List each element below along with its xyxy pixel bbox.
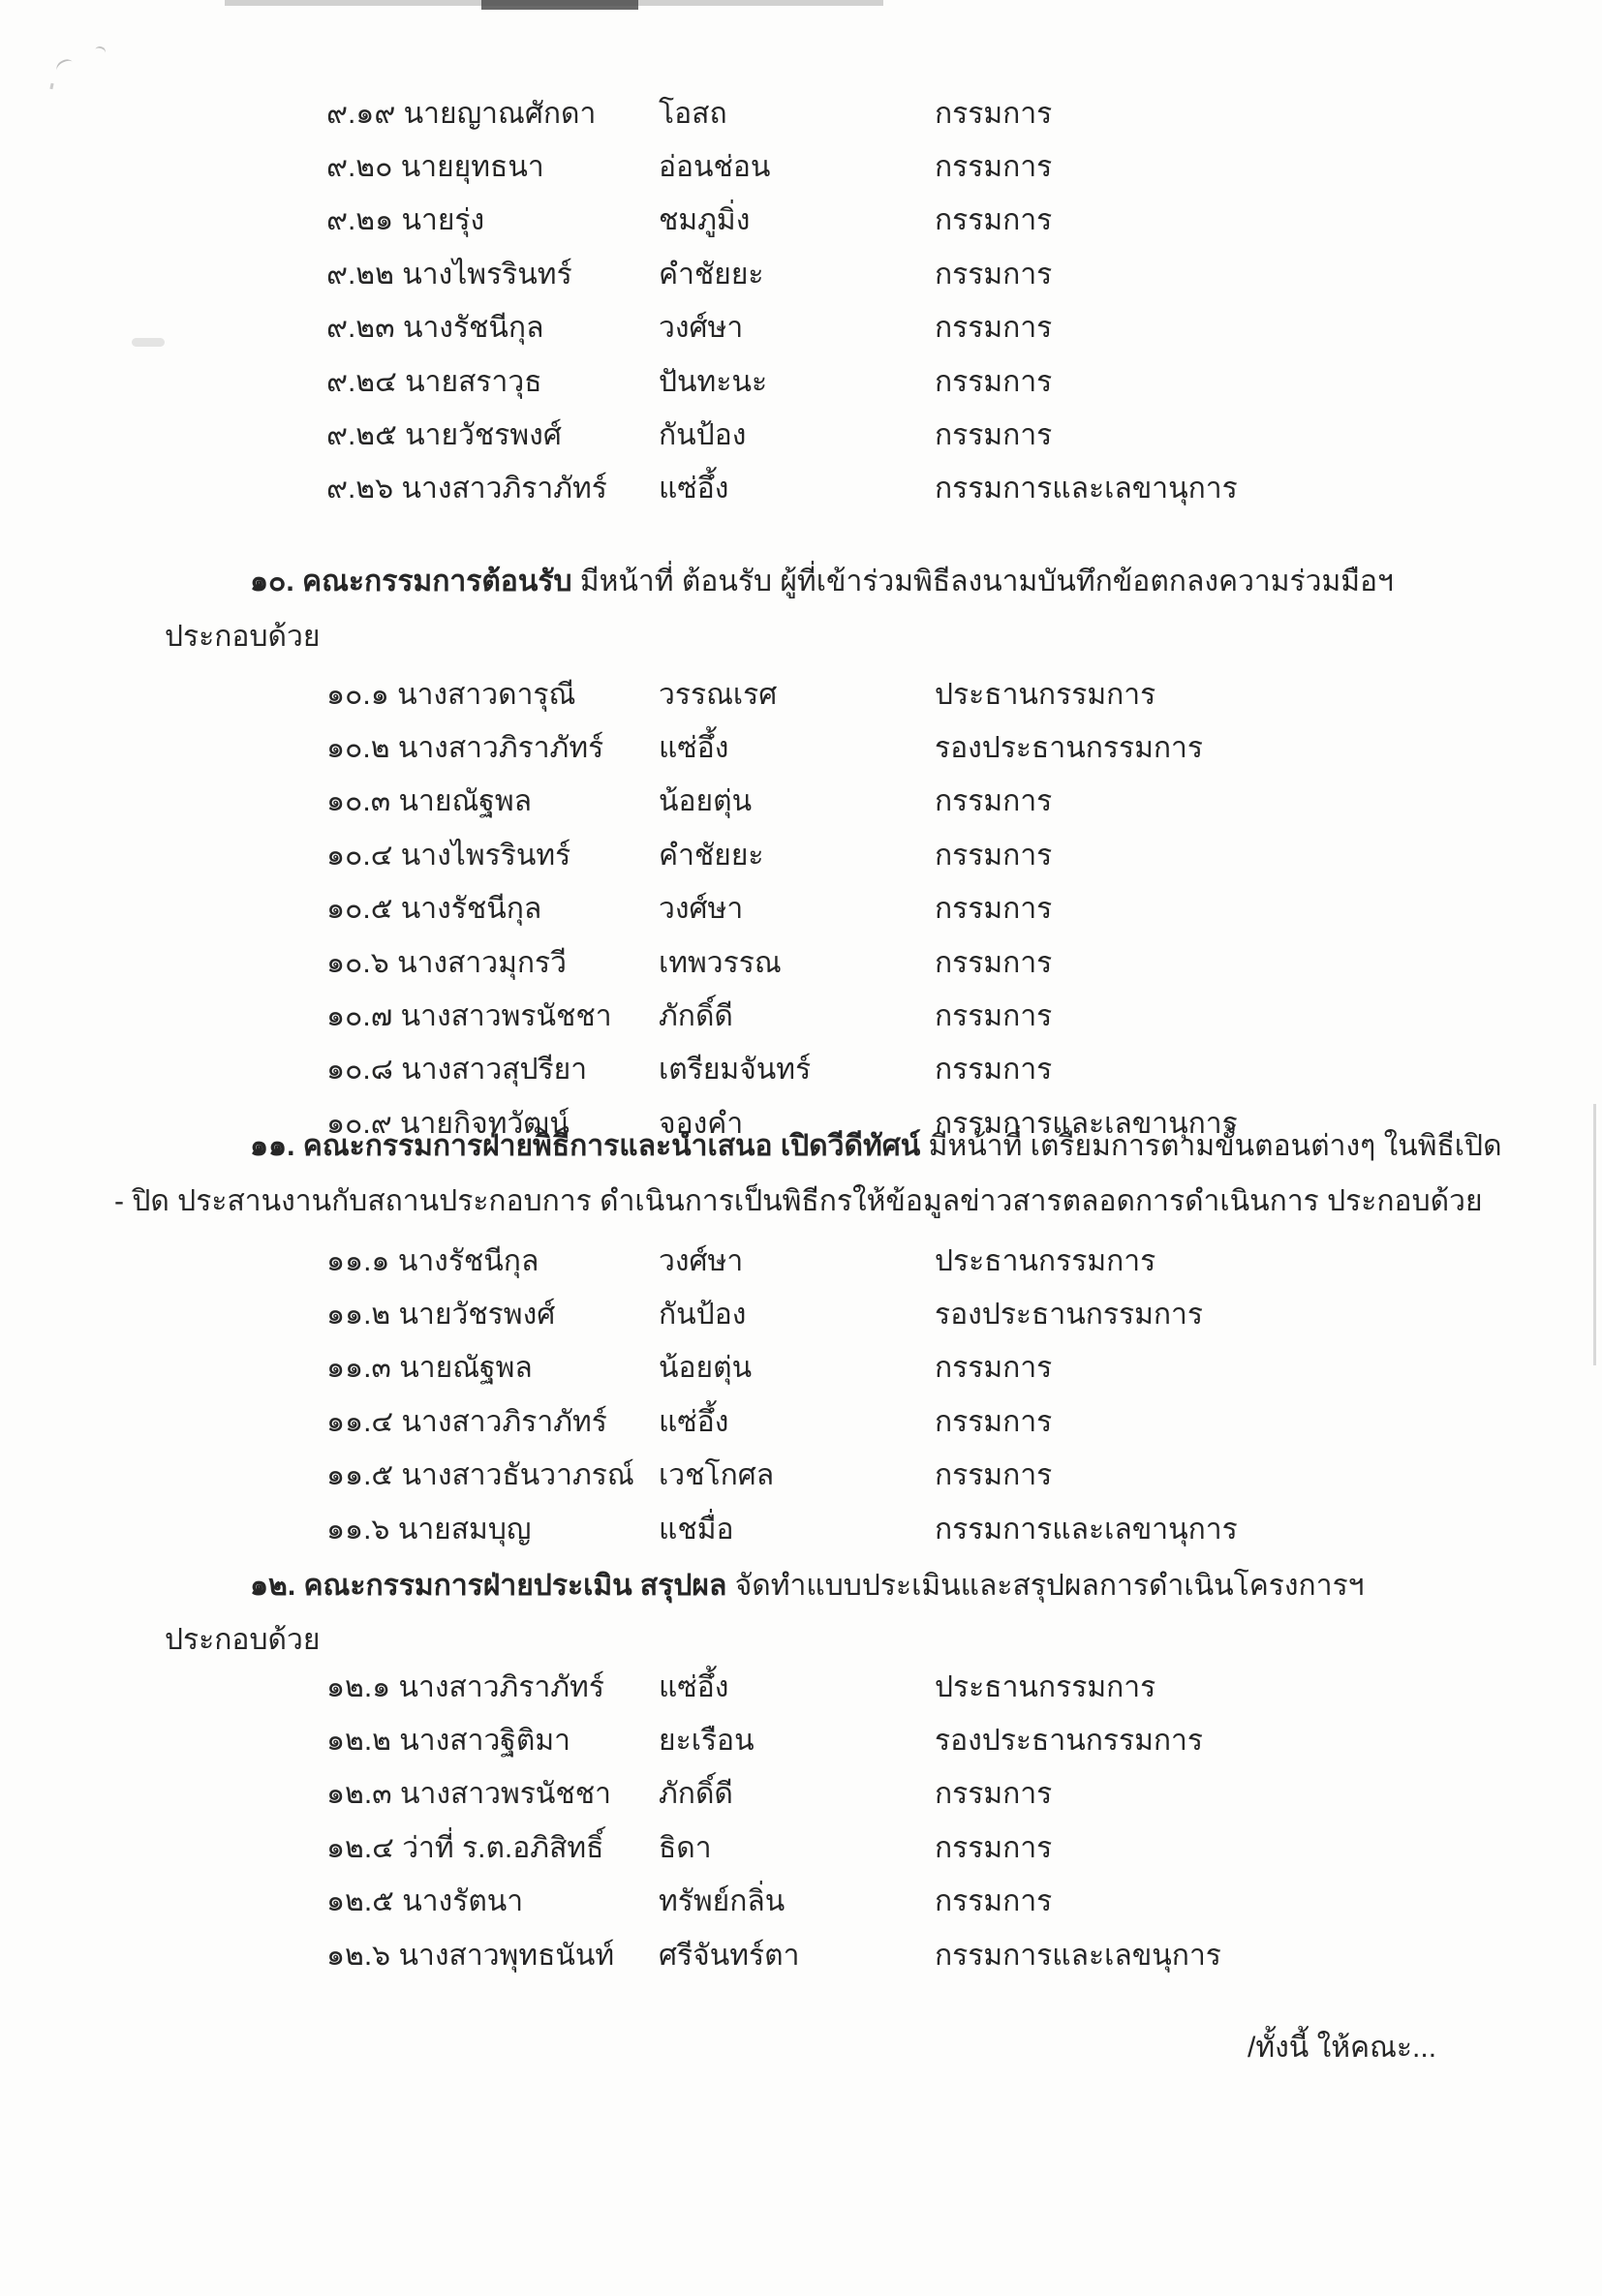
member-role: กรรมการ xyxy=(935,204,1053,237)
member-row xyxy=(326,463,1602,516)
member-row xyxy=(326,1288,1602,1341)
member-surname: กันป้อง xyxy=(659,419,747,452)
member-number: ๑๐.๙ xyxy=(326,1107,392,1140)
section-12-description: จัดทำแบบประเมินและสรุปผลการดำเนินโครงการฯ xyxy=(734,1570,1365,1602)
member-number: ๑๒.๓ xyxy=(326,1778,392,1811)
member-surname: ภักดิ์ดี xyxy=(659,1000,733,1033)
member-number: ๙.๒๑ xyxy=(326,204,394,237)
page-continuation-note: /ทั้งนี้ ให้คณะ... xyxy=(1248,2032,1437,2064)
member-name: นางสาวมุกรวี xyxy=(397,946,567,979)
member-number: ๑๑.๔ xyxy=(326,1405,394,1438)
member-role: กรรมการ xyxy=(935,151,1053,184)
member-name: นางสาวพรนัชชา xyxy=(400,1778,611,1811)
member-name: นายรุ่ง xyxy=(401,204,485,237)
member-role: กรรมการและเลขานุการ xyxy=(935,1513,1238,1546)
member-row xyxy=(326,936,1602,990)
member-number: ๑๒.๖ xyxy=(326,1939,391,1972)
member-number: ๑๒.๑ xyxy=(326,1670,391,1703)
member-number: ๑๑.๕ xyxy=(326,1459,394,1492)
member-row xyxy=(326,668,1602,721)
member-surname: ชมภูมิ่ง xyxy=(659,204,751,237)
member-number: ๑๐.๗ xyxy=(326,1000,393,1033)
member-row xyxy=(326,248,1602,301)
section-10-continuation: ประกอบด้วย xyxy=(165,621,321,653)
member-surname: น้อยตุ่น xyxy=(659,785,753,818)
section-11-title: ๑๑. คณะกรรมการฝ่ายพิธีการและนำเสนอ เปิดวีดีทัศน์ xyxy=(250,1130,921,1162)
member-row xyxy=(326,1235,1602,1288)
member-row xyxy=(326,1661,1602,1714)
member-name: นางสาวฐิติมา xyxy=(399,1725,570,1758)
member-name: นางสาวสุปรียา xyxy=(401,1054,588,1087)
member-row xyxy=(326,1044,1602,1097)
member-role: กรรมการ xyxy=(935,1885,1053,1918)
member-name: ว่าที่ ร.ต.อภิสิทธิ์ xyxy=(402,1831,604,1864)
member-role: กรรมการ xyxy=(935,1459,1053,1492)
member-role: กรรมการและเลขานุการ xyxy=(935,1107,1238,1140)
section-12-heading xyxy=(250,1566,1544,1607)
member-name: นางสาวภิราภัทร์ xyxy=(398,1670,604,1703)
member-number: ๑๑.๓ xyxy=(326,1352,391,1385)
member-number: ๙.๒๖ xyxy=(326,473,394,505)
member-surname: แซ่อึ้ง xyxy=(659,1670,729,1703)
member-role: กรรมการ xyxy=(935,1778,1053,1811)
member-row xyxy=(326,1450,1602,1503)
member-surname: ยะเรือน xyxy=(659,1725,755,1758)
member-row xyxy=(326,1929,1602,1982)
member-row xyxy=(326,1876,1602,1929)
member-surname: โอสถ xyxy=(659,97,727,130)
member-name: นายวัชรพงศ์ xyxy=(398,1299,556,1332)
pencil-mark xyxy=(49,83,53,89)
member-number: ๙.๒๔ xyxy=(326,365,397,398)
member-name: นายญาณศักดา xyxy=(403,97,597,130)
member-role: กรรมการ xyxy=(935,1000,1053,1033)
member-name: นางไพรรินทร์ xyxy=(402,258,572,291)
member-surname: เทพวรรณ xyxy=(659,946,782,979)
scan-artifact-top-dark-bar xyxy=(481,0,638,10)
member-number: ๑๑.๑ xyxy=(326,1244,390,1277)
pencil-mark xyxy=(54,57,76,77)
member-surname: ธิดา xyxy=(659,1831,712,1864)
member-role: กรรมการ xyxy=(935,1405,1053,1438)
member-number: ๑๒.๒ xyxy=(326,1725,391,1758)
member-surname: วรรณเรศ xyxy=(659,678,778,711)
member-row xyxy=(326,1342,1602,1395)
member-row xyxy=(326,1768,1602,1821)
scan-artifact-smudge xyxy=(132,338,165,347)
member-role: กรรมการ xyxy=(935,258,1053,291)
member-number: ๙.๒๐ xyxy=(326,151,393,184)
member-row xyxy=(326,1714,1602,1767)
member-number: ๑๐.๕ xyxy=(326,893,393,926)
member-name: นายณัฐพล xyxy=(399,1352,533,1385)
member-row xyxy=(326,409,1602,462)
member-role: รองประธานกรรมการ xyxy=(935,1725,1204,1758)
member-number: ๑๐.๒ xyxy=(326,732,390,765)
member-number: ๑๐.๓ xyxy=(326,785,391,818)
member-row xyxy=(326,990,1602,1043)
member-role: รองประธานกรรมการ xyxy=(935,1299,1204,1332)
member-name: นางรัตนา xyxy=(402,1885,524,1918)
member-name: นางสาวดารุณี xyxy=(397,678,576,711)
member-number: ๑๐.๖ xyxy=(326,946,389,979)
member-surname: แซ่อึ้ง xyxy=(659,732,729,765)
section-12-continuation: ประกอบด้วย xyxy=(165,1624,321,1656)
member-number: ๑๐.๘ xyxy=(326,1054,393,1087)
member-surname: วงศ์ษา xyxy=(659,312,744,345)
member-name: นางสาวธันวาภรณ์ xyxy=(401,1459,634,1492)
section-10-heading xyxy=(250,562,1544,602)
member-surname: ปันทะนะ xyxy=(659,365,768,398)
section-11-continuation: - ปิด ประสานงานกับสถานประกอบการ ดำเนินการเป็นพิธีกรให้ข้อมูลข่าวสารตลอดการดำเนินการ ประกอบด้วย xyxy=(114,1185,1483,1217)
member-row xyxy=(326,776,1602,829)
member-name: นางสาวพุทธนันท์ xyxy=(398,1939,615,1972)
member-role: กรรมการและเลขนุการ xyxy=(935,1939,1221,1972)
section-9-member-list xyxy=(326,87,1602,516)
member-number: ๙.๒๓ xyxy=(326,312,395,345)
member-row xyxy=(326,140,1602,194)
member-name: นายสราวุธ xyxy=(405,365,542,398)
member-surname: คำชัยยะ xyxy=(659,839,764,872)
section-10-description: มีหน้าที่ ต้อนรับ ผู้ที่เข้าร่วมพิธีลงนามบันทึกข้อตกลงความร่วมมือฯ xyxy=(579,566,1394,597)
member-name: นางรัชนีกุล xyxy=(400,893,542,926)
member-role: กรรมการ xyxy=(935,946,1053,979)
member-role: กรรมการ xyxy=(935,1831,1053,1864)
member-name: นายกิจทวัฒน์ xyxy=(400,1107,570,1140)
member-surname: แซ่อึ้ง xyxy=(659,473,729,505)
member-surname: วงศ์ษา xyxy=(659,893,744,926)
member-surname: ทรัพย์กลิ่น xyxy=(659,1885,786,1918)
member-role: กรรมการ xyxy=(935,785,1053,818)
member-number: ๑๑.๖ xyxy=(326,1513,390,1546)
member-role: กรรมการ xyxy=(935,893,1053,926)
member-number: ๑๒.๕ xyxy=(326,1885,394,1918)
member-role: ประธานกรรมการ xyxy=(935,1670,1156,1703)
member-role: กรรมการและเลขานุการ xyxy=(935,473,1238,505)
member-role: กรรมการ xyxy=(935,97,1053,130)
member-row xyxy=(326,1821,1602,1875)
member-role: รองประธานกรรมการ xyxy=(935,732,1204,765)
member-role: ประธานกรรมการ xyxy=(935,678,1156,711)
section-11-description: มีหน้าที่ เตรียมการตามขั้นตอนต่างๆ ในพิธีเปิด xyxy=(928,1130,1502,1162)
member-row xyxy=(326,195,1602,248)
member-row xyxy=(326,883,1602,936)
member-role: กรรมการ xyxy=(935,312,1053,345)
member-surname: แชมื่อ xyxy=(659,1513,734,1546)
member-row xyxy=(326,721,1602,775)
member-row xyxy=(326,829,1602,882)
member-row xyxy=(326,302,1602,355)
member-number: ๑๐.๔ xyxy=(326,839,393,872)
member-surname: จองคำ xyxy=(659,1107,744,1140)
member-name: นางสาวภิราภัทร์ xyxy=(397,732,604,765)
member-surname: ภักดิ์ดี xyxy=(659,1778,733,1811)
member-surname: คำชัยยะ xyxy=(659,258,764,291)
member-number: ๙.๒๕ xyxy=(326,419,397,452)
member-name: นายณัฐพล xyxy=(398,785,533,818)
member-row xyxy=(326,1503,1602,1556)
section-10-title: ๑๐. คณะกรรมการต้อนรับ xyxy=(250,566,572,597)
member-number: ๑๒.๔ xyxy=(326,1831,394,1864)
section-12-member-list xyxy=(326,1661,1602,1982)
member-surname: เตรียมจันทร์ xyxy=(659,1054,812,1087)
member-role: ประธานกรรมการ xyxy=(935,1244,1156,1277)
member-number: ๙.๑๙ xyxy=(326,97,396,130)
member-name: นายสมบุญ xyxy=(397,1513,532,1546)
member-surname: วงศ์ษา xyxy=(659,1244,744,1277)
member-name: นางไพรรินทร์ xyxy=(400,839,571,872)
member-role: กรรมการ xyxy=(935,1352,1053,1385)
member-role: กรรมการ xyxy=(935,419,1053,452)
member-surname: แซ่อึ้ง xyxy=(659,1405,729,1438)
member-role: กรรมการ xyxy=(935,839,1053,872)
member-row xyxy=(326,87,1602,140)
section-12-title: ๑๒. คณะกรรมการฝ่ายประเมิน สรุปผล xyxy=(250,1570,727,1602)
section-11-member-list xyxy=(326,1235,1602,1556)
member-name: นายวัชรพงศ์ xyxy=(405,419,562,452)
member-role: กรรมการ xyxy=(935,365,1053,398)
member-name: นางรัชนีกุล xyxy=(402,312,544,345)
section-10-member-list xyxy=(326,668,1602,1151)
member-role: กรรมการ xyxy=(935,1054,1053,1087)
member-number: ๑๐.๑ xyxy=(326,678,389,711)
member-surname: น้อยตุ่น xyxy=(659,1352,753,1385)
member-surname: ศรีจันทร์ตา xyxy=(659,1939,800,1972)
member-name: นางรัชนีกุล xyxy=(397,1244,539,1277)
member-number: ๑๑.๒ xyxy=(326,1299,391,1332)
member-name: นางสาวพรนัชชา xyxy=(400,1000,612,1033)
member-row xyxy=(326,355,1602,409)
member-name: นางสาวภิราภัทร์ xyxy=(401,1405,607,1438)
pencil-mark xyxy=(94,46,108,58)
member-surname: เวชโกศล xyxy=(659,1459,775,1492)
member-name: นายยุทธนา xyxy=(400,151,544,184)
member-surname: อ่อนช่อน xyxy=(659,151,771,184)
member-number: ๙.๒๒ xyxy=(326,258,394,291)
member-surname: กันป้อง xyxy=(659,1299,747,1332)
section-11-heading xyxy=(250,1126,1544,1167)
member-row xyxy=(326,1395,1602,1449)
member-name: นางสาวภิราภัทร์ xyxy=(401,473,607,505)
